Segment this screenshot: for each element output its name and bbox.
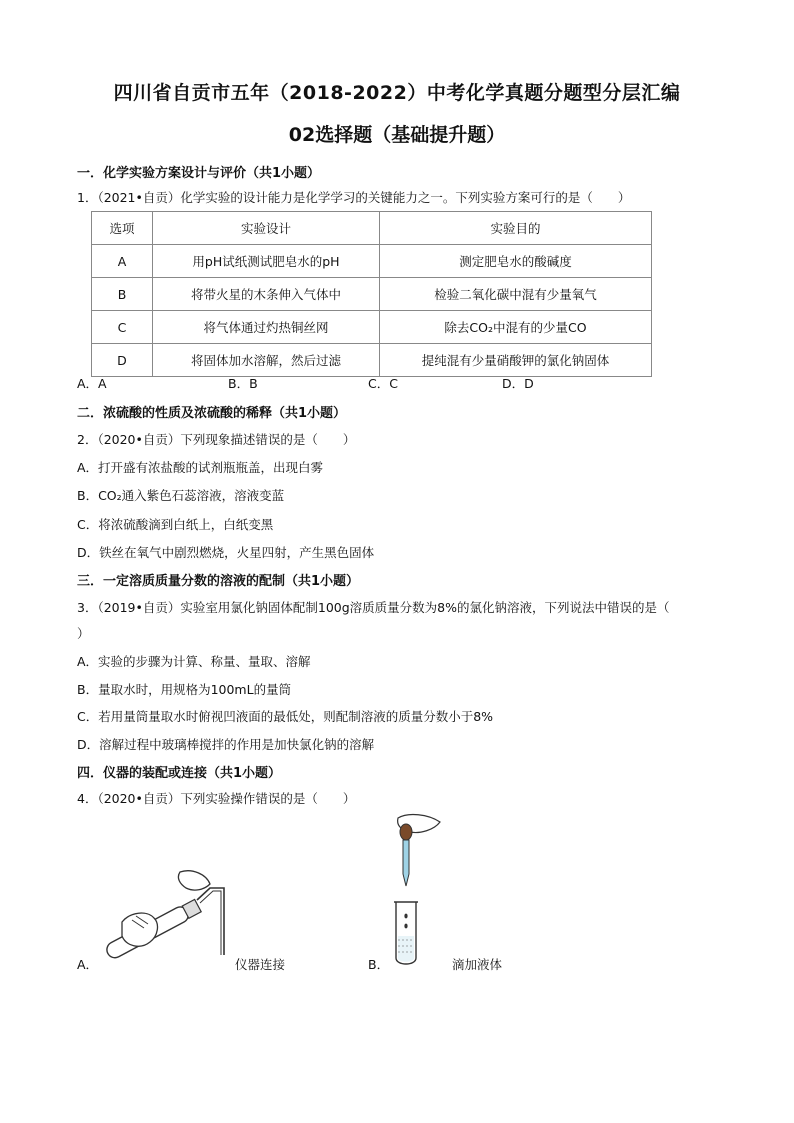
q2-option-c: C．将浓硫酸滴到白纸上，白纸变黑 [77, 517, 274, 532]
table-cell: C [92, 311, 153, 344]
table-cell: D [92, 344, 153, 377]
table-cell: 除去CO₂中混有的少量CO [380, 311, 652, 344]
figure-dropping-liquid [380, 812, 452, 972]
table-cell: 测定肥皂水的酸碱度 [380, 245, 652, 278]
section-heading-3: 三．一定溶质质量分数的溶液的配制（共1小题） [77, 574, 360, 589]
table-cell: 用pH试纸测试肥皂水的pH [153, 245, 380, 278]
q2-option-d: D．铁丝在氧气中剧烈燃烧，火星四射，产生黑色固体 [77, 545, 375, 560]
q3-option-a: A．实验的步骤为计算、称量、量取、溶解 [77, 654, 311, 669]
q3-option-b: B．量取水时，用规格为100mL的量筒 [77, 682, 292, 697]
table-header-cell: 选项 [92, 212, 153, 245]
choice-c: C．C [368, 376, 398, 391]
table-cell: 检验二氧化碳中混有少量氧气 [380, 278, 652, 311]
choice-a: A．A [77, 376, 107, 391]
table-cell: A [92, 245, 153, 278]
table-header-cell: 实验目的 [380, 212, 652, 245]
table-header-cell: 实验设计 [153, 212, 380, 245]
table-row [92, 278, 652, 311]
q4-stem: 4．（2020•自贡）下列实验操作错误的是（ ） [77, 791, 356, 806]
q3-stem: 3．（2019•自贡）实验室用氯化钠固体配制100g溶质质量分数为8%的氯化钠溶液，下列说法中错误的是（ [77, 600, 670, 615]
choice-b: B．B [228, 376, 258, 391]
table-cell: 将带火星的木条伸入气体中 [153, 278, 380, 311]
section-heading-1: 一．化学实验方案设计与评价（共1小题） [77, 166, 321, 181]
figure-b-letter: B． [368, 957, 390, 972]
table-row [92, 311, 652, 344]
table-cell: 提纯混有少量硝酸钾的氯化钠固体 [380, 344, 652, 377]
q2-stem: 2．（2020•自贡）下列现象描述错误的是（ ） [77, 432, 356, 447]
q3-option-d: D．溶解过程中玻璃棒搅拌的作用是加快氯化钠的溶解 [77, 737, 375, 752]
document-subtitle: 02选择题（基础提升题） [288, 124, 506, 146]
figure-a-letter: A． [77, 957, 99, 972]
choice-d: D．D [502, 376, 534, 391]
table-cell: B [92, 278, 153, 311]
figure-a-caption: 仪器连接 [235, 957, 286, 972]
q3-option-c: C．若用量筒量取水时俯视凹液面的最低处，则配制溶液的质量分数小于8% [77, 709, 494, 724]
section-heading-4: 四．仪器的装配或连接（共1小题） [77, 766, 282, 781]
table-cell: 将固体加水溶解，然后过滤 [153, 344, 380, 377]
q2-option-b: B．CO₂通入紫色石蕊溶液，溶液变蓝 [77, 488, 285, 503]
q1-options-table [91, 211, 652, 377]
document-title: 四川省自贡市五年（2018-2022）中考化学真题分题型分层汇编 [113, 82, 681, 104]
table-row [92, 245, 652, 278]
table-cell: 将气体通过灼热铜丝网 [153, 311, 380, 344]
q1-stem: 1．（2021•自贡）化学实验的设计能力是化学学习的关键能力之一。下列实验方案可行的是（ ） [77, 190, 631, 205]
q3-stem-continuation: ） [77, 626, 90, 641]
figure-b-caption: 滴加液体 [452, 957, 503, 972]
section-heading-2: 二．浓硫酸的性质及浓硫酸的稀释（共1小题） [77, 406, 347, 421]
figure-instrument-connection [92, 860, 242, 970]
q2-option-a: A．打开盛有浓盐酸的试剂瓶瓶盖，出现白雾 [77, 460, 324, 475]
table-row [92, 344, 652, 377]
table-header-row [92, 212, 652, 245]
